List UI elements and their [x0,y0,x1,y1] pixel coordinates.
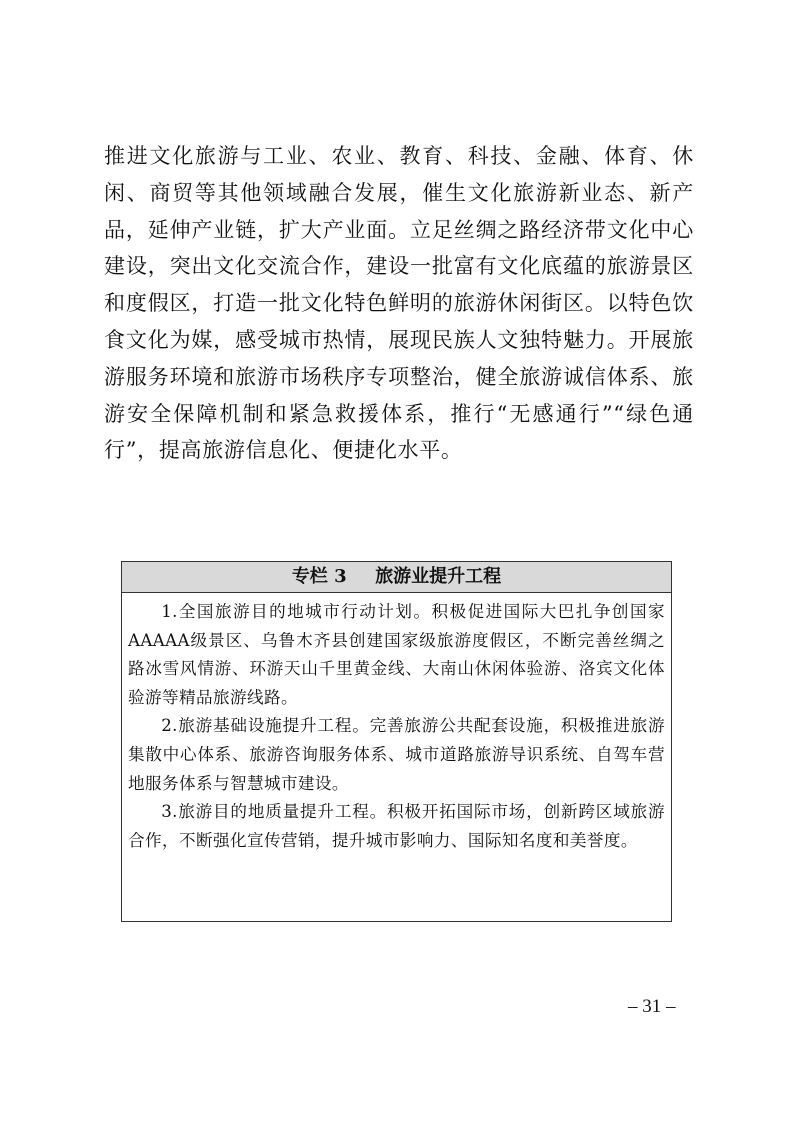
page-number: – 31 – [628,996,676,1017]
feature-item-1: 1.全国旅游目的地城市行动计划。积极促进国际大巴扎争创国家AAAAA级景区、乌鲁木齐县创建国家级旅游度假区，不断完善丝绸之路冰雪风情游、环游天山千里黄金线、大南山休闲体验游、洛宾文化体验游等精品旅游线路。 [128,602,665,707]
body-paragraph: 推进文化旅游与工业、农业、教育、科技、金融、体育、休闲、商贸等其他领域融合发展，催生文化旅游新业态、新产品，延伸产业链，扩大产业面。立足丝绸之路经济带文化中心建设，突出文化交流合作，建设一批富有文化底蕴的旅游景区和度假区，打造一批文化特色鲜明的旅游休闲街区。以特色饮食文化为媒，感受城市热情，展现民族人文独特魅力。开展旅游服务环境和旅游市场秩序专项整治，健全旅游诚信体系、旅游安全保障机制和紧急救援体系，推行“无感通行”“绿色通行”，提高旅游信息化、便捷化水平。 [104,144,694,463]
feature-box-number: 3 [334,566,347,587]
feature-box-label: 专栏 [291,566,328,587]
feature-box-header [122,562,671,593]
feature-box-title: 旅游业提升工程 [375,566,502,587]
feature-box-body [122,593,671,855]
feature-item-2: 2.旅游基础设施提升工程。完善旅游公共配套设施，积极推进旅游集散中心体系、旅游咨询服务体系、城市道路旅游导识系统、自驾车营地服务体系与智慧城市建设。 [128,716,665,793]
feature-box [121,561,672,922]
feature-item-3: 3.旅游目的地质量提升工程。积极开拓国际市场，创新跨区域旅游合作，不断强化宣传营销，提升城市影响力、国际知名度和美誉度。 [128,802,665,850]
